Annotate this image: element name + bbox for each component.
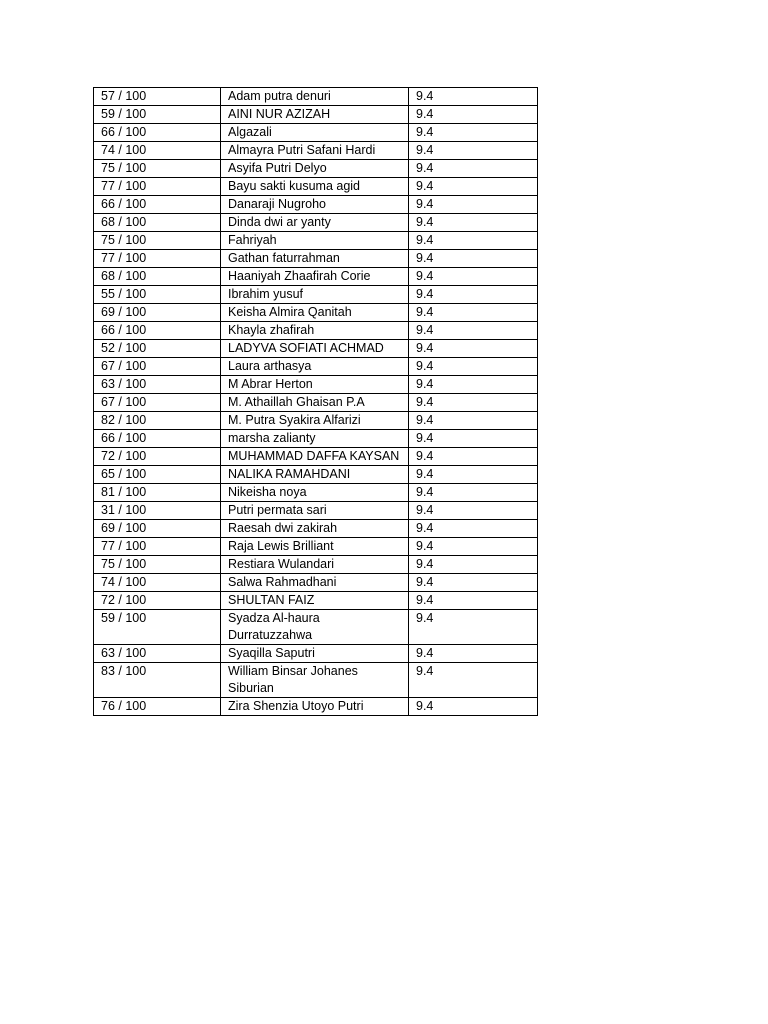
name-cell: NALIKA RAMAHDANI	[221, 466, 409, 484]
name-cell: Raja Lewis Brilliant	[221, 538, 409, 556]
table-row	[94, 358, 538, 376]
score-cell: 66 / 100	[94, 124, 221, 142]
name-cell: Raesah dwi zakirah	[221, 520, 409, 538]
score-cell: 67 / 100	[94, 394, 221, 412]
score-cell: 66 / 100	[94, 322, 221, 340]
name-cell: Fahriyah	[221, 232, 409, 250]
grade-cell: 9.4	[409, 160, 538, 178]
name-cell: Restiara Wulandari	[221, 556, 409, 574]
name-cell: MUHAMMAD DAFFA KAYSAN	[221, 448, 409, 466]
score-cell: 65 / 100	[94, 466, 221, 484]
name-cell: marsha zalianty	[221, 430, 409, 448]
name-cell: AINI NUR AZIZAH	[221, 106, 409, 124]
table-row	[94, 178, 538, 196]
table-row	[94, 466, 538, 484]
name-cell: Asyifa Putri Delyo	[221, 160, 409, 178]
grade-cell: 9.4	[409, 232, 538, 250]
score-table-body	[94, 88, 538, 716]
table-row	[94, 340, 538, 358]
name-cell: Syadza Al-haura Durratuzzahwa	[221, 610, 409, 645]
grade-cell: 9.4	[409, 502, 538, 520]
score-cell: 75 / 100	[94, 232, 221, 250]
grade-cell: 9.4	[409, 574, 538, 592]
table-row	[94, 538, 538, 556]
score-cell: 59 / 100	[94, 106, 221, 124]
grade-cell: 9.4	[409, 214, 538, 232]
score-cell: 67 / 100	[94, 358, 221, 376]
table-row	[94, 645, 538, 663]
grade-cell: 9.4	[409, 178, 538, 196]
name-cell: Nikeisha noya	[221, 484, 409, 502]
score-cell: 52 / 100	[94, 340, 221, 358]
name-cell: Ibrahim yusuf	[221, 286, 409, 304]
table-row	[94, 556, 538, 574]
name-cell: William Binsar Johanes Siburian	[221, 663, 409, 698]
table-row	[94, 322, 538, 340]
grade-cell: 9.4	[409, 358, 538, 376]
table-row	[94, 394, 538, 412]
score-cell: 81 / 100	[94, 484, 221, 502]
table-row	[94, 106, 538, 124]
table-row	[94, 610, 538, 645]
grade-cell: 9.4	[409, 556, 538, 574]
grade-cell: 9.4	[409, 286, 538, 304]
grade-cell: 9.4	[409, 520, 538, 538]
table-row	[94, 502, 538, 520]
name-cell: Putri permata sari	[221, 502, 409, 520]
name-cell: Danaraji Nugroho	[221, 196, 409, 214]
table-row	[94, 484, 538, 502]
score-cell: 57 / 100	[94, 88, 221, 106]
score-cell: 82 / 100	[94, 412, 221, 430]
score-cell: 69 / 100	[94, 520, 221, 538]
grade-cell: 9.4	[409, 376, 538, 394]
grade-cell: 9.4	[409, 394, 538, 412]
name-cell: Almayra Putri Safani Hardi	[221, 142, 409, 160]
table-row	[94, 412, 538, 430]
table-row	[94, 160, 538, 178]
grade-cell: 9.4	[409, 340, 538, 358]
grade-cell: 9.4	[409, 142, 538, 160]
score-cell: 74 / 100	[94, 574, 221, 592]
score-cell: 77 / 100	[94, 250, 221, 268]
score-cell: 66 / 100	[94, 196, 221, 214]
grade-cell: 9.4	[409, 645, 538, 663]
name-cell: SHULTAN FAIZ	[221, 592, 409, 610]
name-cell: Algazali	[221, 124, 409, 142]
grade-cell: 9.4	[409, 484, 538, 502]
grade-cell: 9.4	[409, 610, 538, 645]
name-cell: Laura arthasya	[221, 358, 409, 376]
table-row	[94, 430, 538, 448]
grade-cell: 9.4	[409, 196, 538, 214]
score-cell: 77 / 100	[94, 178, 221, 196]
name-cell: Dinda dwi ar yanty	[221, 214, 409, 232]
score-cell: 55 / 100	[94, 286, 221, 304]
score-cell: 75 / 100	[94, 160, 221, 178]
score-cell: 74 / 100	[94, 142, 221, 160]
score-cell: 83 / 100	[94, 663, 221, 698]
grade-cell: 9.4	[409, 538, 538, 556]
table-row	[94, 663, 538, 698]
table-row	[94, 520, 538, 538]
score-cell: 75 / 100	[94, 556, 221, 574]
grade-cell: 9.4	[409, 430, 538, 448]
score-cell: 68 / 100	[94, 268, 221, 286]
name-cell: M. Putra Syakira Alfarizi	[221, 412, 409, 430]
score-cell: 69 / 100	[94, 304, 221, 322]
name-cell: Haaniyah Zhaafirah Corie	[221, 268, 409, 286]
name-cell: Adam putra denuri	[221, 88, 409, 106]
score-cell: 72 / 100	[94, 448, 221, 466]
grade-cell: 9.4	[409, 592, 538, 610]
score-cell: 31 / 100	[94, 502, 221, 520]
grade-cell: 9.4	[409, 106, 538, 124]
grade-cell: 9.4	[409, 124, 538, 142]
table-row	[94, 196, 538, 214]
name-cell: Zira Shenzia Utoyo Putri	[221, 698, 409, 716]
name-cell: Keisha Almira Qanitah	[221, 304, 409, 322]
name-cell: Syaqilla Saputri	[221, 645, 409, 663]
grade-cell: 9.4	[409, 88, 538, 106]
score-cell: 63 / 100	[94, 645, 221, 663]
score-table	[93, 87, 538, 716]
table-row	[94, 124, 538, 142]
score-cell: 77 / 100	[94, 538, 221, 556]
table-row	[94, 592, 538, 610]
score-cell: 72 / 100	[94, 592, 221, 610]
grade-cell: 9.4	[409, 698, 538, 716]
grade-cell: 9.4	[409, 250, 538, 268]
table-row	[94, 214, 538, 232]
name-cell: Gathan faturrahman	[221, 250, 409, 268]
name-cell: M Abrar Herton	[221, 376, 409, 394]
grade-cell: 9.4	[409, 412, 538, 430]
table-row	[94, 268, 538, 286]
grade-cell: 9.4	[409, 663, 538, 698]
score-cell: 68 / 100	[94, 214, 221, 232]
name-cell: Salwa Rahmadhani	[221, 574, 409, 592]
table-row	[94, 142, 538, 160]
grade-cell: 9.4	[409, 322, 538, 340]
score-cell: 63 / 100	[94, 376, 221, 394]
table-row	[94, 88, 538, 106]
score-cell: 76 / 100	[94, 698, 221, 716]
score-cell: 66 / 100	[94, 430, 221, 448]
name-cell: Bayu sakti kusuma agid	[221, 178, 409, 196]
name-cell: M. Athaillah Ghaisan P.A	[221, 394, 409, 412]
grade-cell: 9.4	[409, 268, 538, 286]
name-cell: LADYVA SOFIATI ACHMAD	[221, 340, 409, 358]
table-row	[94, 304, 538, 322]
table-row	[94, 286, 538, 304]
table-row	[94, 376, 538, 394]
table-row	[94, 448, 538, 466]
table-row	[94, 250, 538, 268]
grade-cell: 9.4	[409, 448, 538, 466]
grade-cell: 9.4	[409, 304, 538, 322]
grade-cell: 9.4	[409, 466, 538, 484]
table-row	[94, 698, 538, 716]
score-cell: 59 / 100	[94, 610, 221, 645]
name-cell: Khayla zhafirah	[221, 322, 409, 340]
table-row	[94, 574, 538, 592]
table-row	[94, 232, 538, 250]
